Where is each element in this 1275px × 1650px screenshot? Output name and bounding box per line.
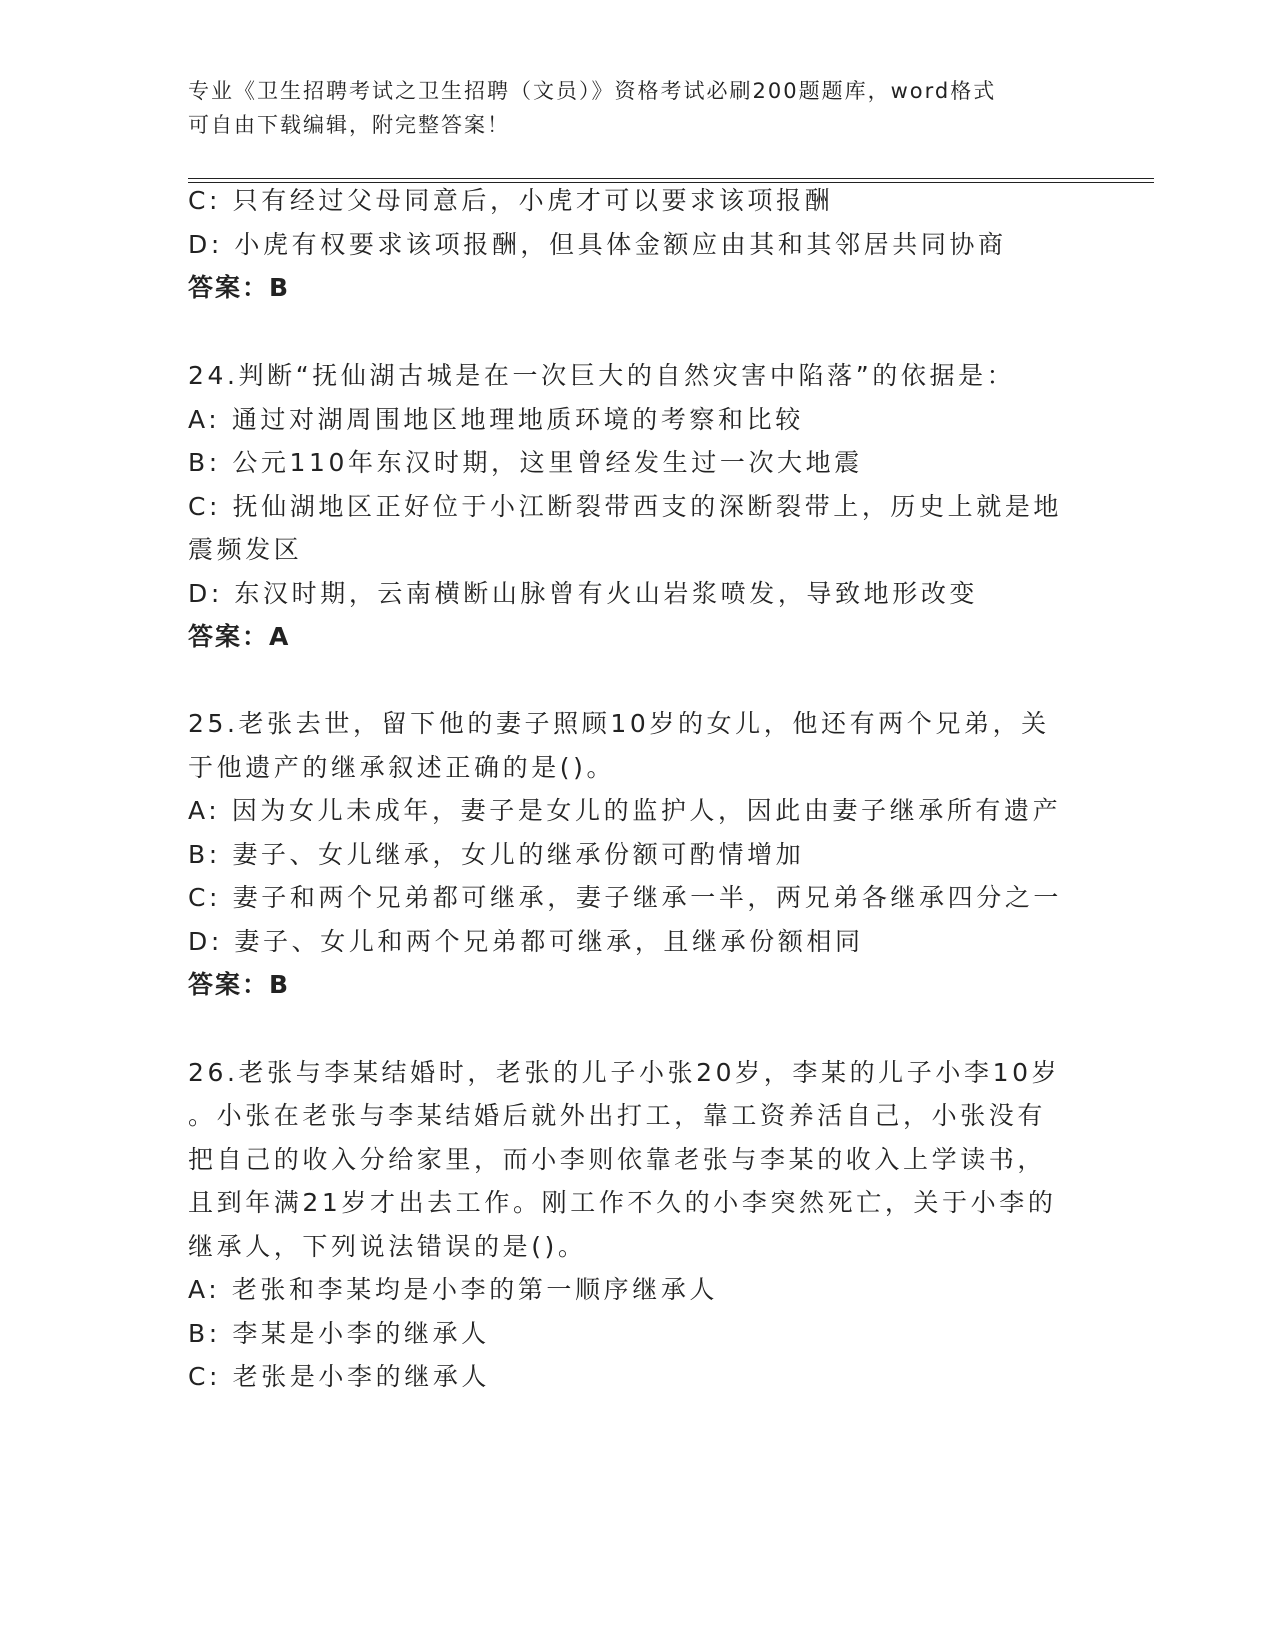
q25-option-a: A: 因为女儿未成年，妻子是女儿的监护人，因此由妻子继承所有遗产 [188, 796, 1062, 825]
q23-option-c: C: 只有经过父母同意后，小虎才可以要求该项报酬 [188, 186, 834, 215]
q26-option-b: B: 李某是小李的继承人 [188, 1319, 490, 1348]
q24-option-d: D: 东汉时期，云南横断山脉曾有火山岩浆喷发，导致地形改变 [188, 579, 979, 608]
q25-option-d: D: 妻子、女儿和两个兄弟都可继承，且继承份额相同 [188, 927, 864, 956]
q24-option-c-line-1: C: 抚仙湖地区正好位于小江断裂带西支的深断裂带上，历史上就是地 [188, 492, 1063, 521]
q25-question-line-1: 25.老张去世，留下他的妻子照顾10岁的女儿，他还有两个兄弟，关 [188, 709, 1050, 738]
q25-option-b: B: 妻子、女儿继承，女儿的继承份额可酌情增加 [188, 840, 805, 869]
q25-answer: 答案：B [188, 970, 291, 999]
q24-option-a: A: 通过对湖周围地区地理地质环境的考察和比较 [188, 405, 804, 434]
header-title-line-1: 专业《卫生招聘考试之卫生招聘（文员）》资格考试必刷200题题库，word格式 [188, 79, 997, 103]
q25-question-line-2: 于他遗产的继承叙述正确的是()。 [188, 753, 616, 782]
q23-option-d: D: 小虎有权要求该项报酬，但具体金额应由其和其邻居共同协商 [188, 230, 1007, 259]
document-header [188, 74, 1068, 142]
q26-question-line-3: 把自己的收入分给家里，而小李则依靠老张与李某的收入上学读书， [188, 1145, 1047, 1174]
q26-option-a: A: 老张和李某均是小李的第一顺序继承人 [188, 1275, 719, 1304]
q24-option-b: B: 公元110年东汉时期，这里曾经发生过一次大地震 [188, 448, 863, 477]
q24-question: 24.判断“抚仙湖古城是在一次巨大的自然灾害中陷落”的依据是： [188, 361, 1016, 390]
q23-answer: 答案：B [188, 273, 291, 302]
q26-option-c: C: 老张是小李的继承人 [188, 1362, 491, 1391]
q24-answer: 答案：A [188, 622, 291, 651]
q26-question-line-5: 继承人，下列说法错误的是()。 [188, 1232, 587, 1261]
header-divider [188, 178, 1154, 183]
q26-question-line-4: 且到年满21岁才出去工作。刚工作不久的小李突然死亡，关于小李的 [188, 1188, 1057, 1217]
q25-option-c: C: 妻子和两个兄弟都可继承，妻子继承一半，两兄弟各继承四分之一 [188, 883, 1063, 912]
header-title-line-2: 可自由下载编辑，附完整答案！ [188, 113, 510, 137]
q24-option-c-line-2: 震频发区 [188, 535, 303, 564]
q26-question-line-1: 26.老张与李某结婚时，老张的儿子小张20岁，李某的儿子小李10岁 [188, 1058, 1061, 1087]
q26-question-line-2: 。小张在老张与李某结婚后就外出打工，靠工资养活自己，小张没有 [188, 1101, 1047, 1130]
